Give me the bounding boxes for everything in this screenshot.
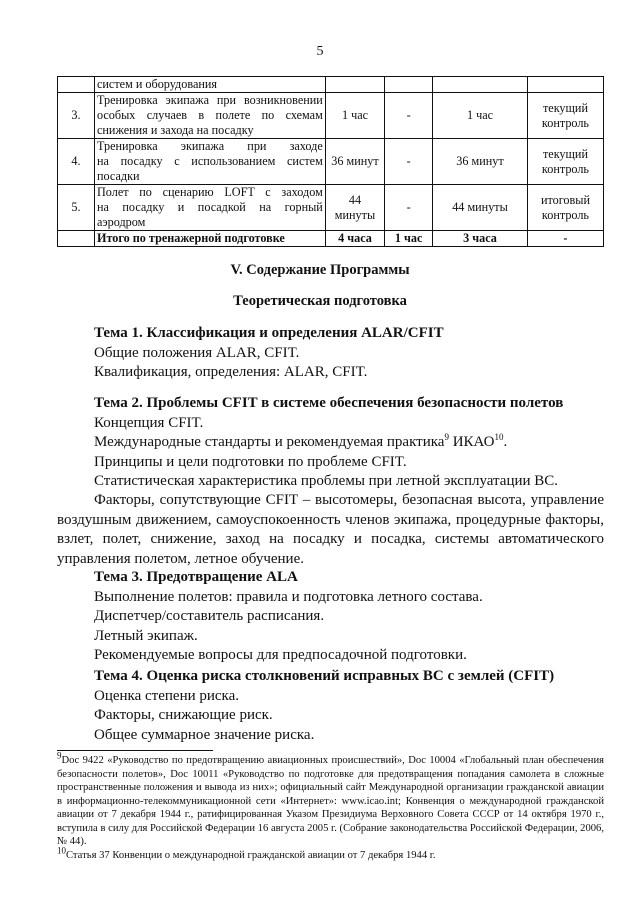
footnote-text: Doc 9422 «Руководство по предотвращению авиационных происшествий», Doc 10004 «Глобальный план обеспечения безопасности полетов», Doc 10011 «Руководство по подготовке для предотвращения попадания самолета в сложные пространственные положения и вывода из них»; официальный сайт Международной организации гражданской авиации в информационно-телекоммуникационной сети «Интернет»: www.icao.int; Конвенция о международной гражданской авиации от 7 декабря 1944 г., ратифицированная Указом Президиума Верховного Совета СССР от 14 октября 1970 г., вступила в силу для Российской Федерации 16 августа 2005 г. (Собрание законодательства Российской Федерации, 2006, № 44). xyxy=(57,755,604,847)
footnote-9 xyxy=(57,750,604,849)
cell-practice-hours: 44 минуты xyxy=(433,185,528,231)
cell-control-form: итоговый контроль xyxy=(527,185,603,231)
page-number: 5 xyxy=(316,44,324,59)
topic-line: Оценка степени риска. xyxy=(94,687,240,704)
cell-practice-hours: 1 час xyxy=(433,93,528,139)
topic-4 xyxy=(94,667,554,745)
cell-total-hours: 44 минуты xyxy=(325,185,384,231)
topic-line: Диспетчер/составитель расписания. xyxy=(94,608,325,624)
topic-line: Концепция CFIT. xyxy=(94,414,204,431)
footnote-text: Статья 37 Конвенции о международной гражданской авиации от 7 декабря 1944 г. xyxy=(66,849,436,861)
topic-line: Рекомендуемые вопросы для предпосадочной подготовки. xyxy=(94,647,467,663)
cell-control-form xyxy=(527,77,603,93)
footnote-10 xyxy=(57,844,604,863)
topic-2 xyxy=(94,394,563,492)
cell-control-form: текущий контроль xyxy=(527,139,603,185)
topic-title: Тема 4. Оценка риска столкновений исправных ВС с землей (CFIT) xyxy=(94,668,555,684)
section-title: V. Содержание Программы xyxy=(230,262,410,278)
row-number: 5. xyxy=(58,185,95,231)
topic-line: Принципы и цели подготовки по проблеме CFIT. xyxy=(94,453,407,470)
footnote-ref-10: 10 xyxy=(494,432,504,442)
total-label: Итого по тренажерной подготовке xyxy=(95,231,326,247)
cell-total-hours xyxy=(325,77,384,93)
topic-1 xyxy=(94,324,444,383)
total-hours: 4 часа xyxy=(325,231,384,247)
row-number: 4. xyxy=(58,139,95,185)
topic-line: Общее суммарное значение риска. xyxy=(94,726,315,743)
row-name xyxy=(95,93,326,139)
cell-theory-hours xyxy=(385,77,433,93)
total-theory-hours: 1 час xyxy=(385,231,433,247)
row-name xyxy=(95,139,326,185)
topic-line: Общие положения ALAR, CFIT. xyxy=(94,344,300,361)
cell-theory-hours: - xyxy=(385,185,433,231)
cell-control-form: текущий контроль xyxy=(527,93,603,139)
row-name-line: Тренировка экипажа при возникновении xyxy=(97,93,323,107)
training-plan-table xyxy=(57,76,604,247)
footnotes xyxy=(57,750,604,862)
row-name-line: Полет по сценарию LOFT с заходом xyxy=(97,185,323,199)
topic-line: Факторы, снижающие риск. xyxy=(94,707,273,723)
topic-3 xyxy=(94,568,483,666)
row-name-line: аэродром xyxy=(97,215,146,229)
cell-theory-hours: - xyxy=(385,93,433,139)
topic-title: Тема 3. Предотвращение ALA xyxy=(94,569,298,585)
row-name-line: на посадку и посадкой на горный xyxy=(97,200,323,214)
cell-theory-hours: - xyxy=(385,139,433,185)
cell-total-hours: 1 час xyxy=(325,93,384,139)
footnote-mark: 9 xyxy=(57,750,62,761)
topic-title: Тема 1. Классификация и определения ALAR/CFIT xyxy=(94,325,444,341)
topic-line-text: . xyxy=(503,434,508,450)
footnote-mark: 10 xyxy=(57,844,66,855)
topic-line: Выполнение полетов: правила и подготовка летного состава. xyxy=(94,588,483,605)
row-name-line: особых случаев в полете по схемам xyxy=(97,108,323,122)
footnote-divider xyxy=(57,750,213,751)
table-total-row xyxy=(58,231,604,247)
footnote-ref-9: 9 xyxy=(444,432,449,442)
cell-total-hours: 36 минут xyxy=(325,139,384,185)
topic-line xyxy=(94,433,563,453)
topic-line: Квалификация, определения: ALAR, CFIT. xyxy=(94,364,368,380)
table-row xyxy=(58,77,604,93)
row-number: 3. xyxy=(58,93,95,139)
row-name xyxy=(95,185,326,231)
topic-line: Статистическая характеристика проблемы при летной эксплуатации ВС. xyxy=(94,473,559,489)
table-row xyxy=(58,185,604,231)
row-name-line: систем и оборудования xyxy=(97,77,217,91)
row-name xyxy=(95,77,326,93)
cell-practice-hours: 36 минут xyxy=(433,139,528,185)
table-row xyxy=(58,93,604,139)
row-name-line: посадки xyxy=(97,169,140,183)
row-number xyxy=(58,231,95,247)
subsection-title: Теоретическая подготовка xyxy=(233,293,407,309)
topic-2-paragraph: Факторы, сопутствующие CFIT – высотомеры, безопасная высота, управление воздушным движением, самоуспокоенность членов экипажа, процедурные факторы, взлет, полет, снижение, заход на посадку и посадка, системы автоматического управления полетом, летное обучение. xyxy=(57,492,604,567)
row-name-line: Тренировка экипажа при заходе xyxy=(97,139,323,153)
topic-line-text: ИКАО xyxy=(448,434,495,450)
table-row xyxy=(58,139,604,185)
topic-line: Летный экипаж. xyxy=(94,627,198,644)
row-name-line: снижения и захода на посадку xyxy=(97,123,254,137)
total-control-form: - xyxy=(527,231,603,247)
row-name-line: на посадку с использованием систем xyxy=(97,154,323,168)
row-number xyxy=(58,77,95,93)
topic-line-text: Международные стандарты и рекомендуемая практика xyxy=(94,434,445,450)
cell-practice-hours xyxy=(433,77,528,93)
total-practice-hours: 3 часа xyxy=(433,231,528,247)
topic-title: Тема 2. Проблемы CFIT в системе обеспечения безопасности полетов xyxy=(94,395,564,411)
